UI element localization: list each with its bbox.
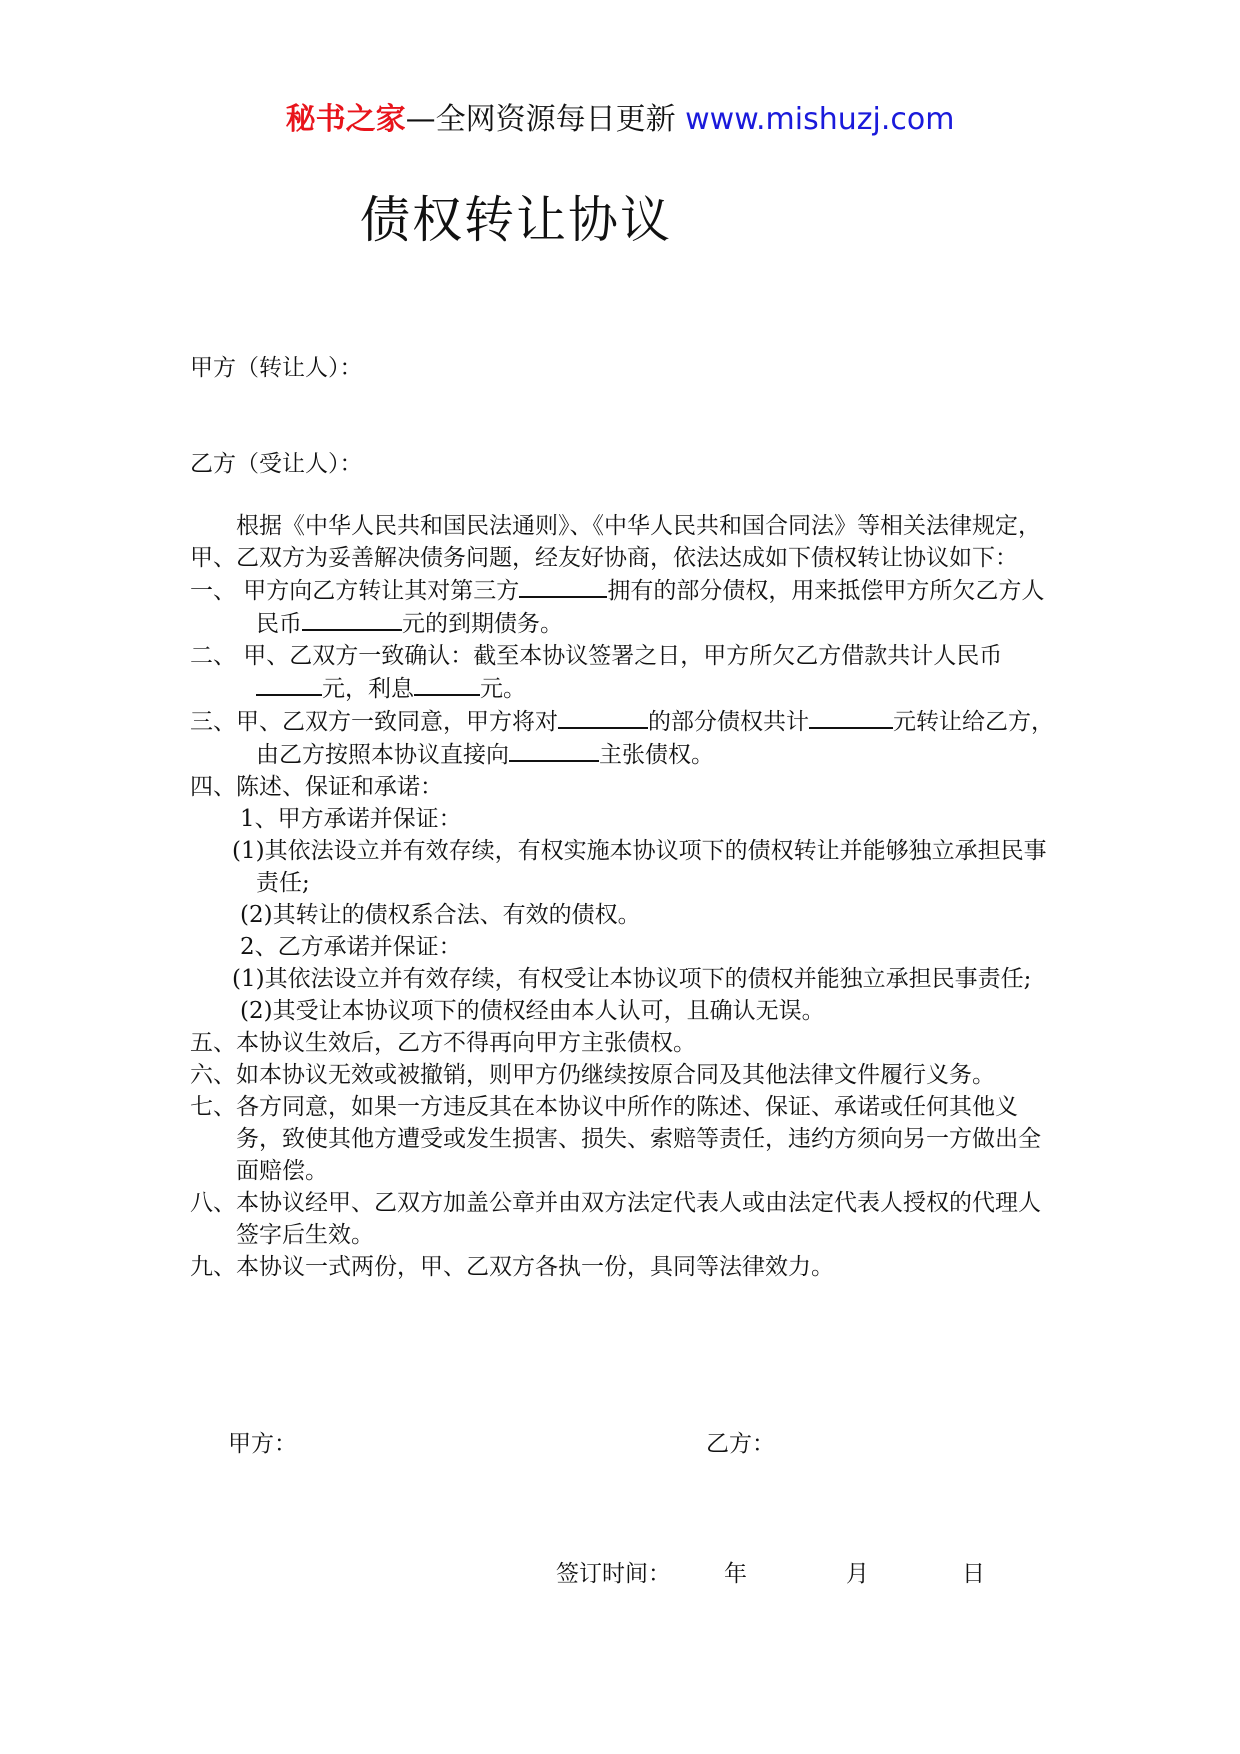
claim-target-blank[interactable] (509, 738, 599, 762)
clause-3 (190, 705, 1056, 771)
clause-1-marker: 一、 (190, 578, 236, 604)
clause-4-party-a-heading: 1、甲方承诺并保证： (240, 806, 462, 832)
clause-1-text-c: 元的到期债务。 (402, 611, 563, 637)
clause-7: 七、各方同意，如果一方违反其在本协议中所作的陈述、保证、承诺或任何其他义务，致使其他方遭受或发生损害、损失、索赔等责任，违约方须向另一方做出全面赔偿。 (190, 1094, 1041, 1184)
watermark-header (0, 100, 1240, 140)
transfer-amount-blank[interactable] (809, 705, 893, 729)
clause-4-party-b-heading: 2、乙方承诺并保证： (240, 934, 462, 960)
clause-4-party-b-item-1: (1)其依法设立并有效存续，有权受让本协议项下的债权并能独立承担民事责任; (232, 966, 1032, 992)
clause-2-marker: 二、 (190, 643, 236, 669)
clause-5: 五、本协议生效后，乙方不得再向甲方主张债权。 (190, 1030, 696, 1056)
clause-4-party-b-item-2: (2)其受让本协议项下的债权经由本人认可，且确认无误。 (240, 998, 825, 1024)
clause-2-text-c: 元。 (480, 676, 526, 702)
sign-date-year: 年 (724, 1561, 747, 1587)
clause-3-text-d: 主张债权。 (599, 742, 714, 768)
clause-8: 八、本协议经甲、乙双方加盖公章并由双方法定代表人或由法定代表人授权的代理人签字后生效。 (190, 1190, 1041, 1248)
document-title: 债权转让协议 (360, 191, 672, 249)
clause-3-text-c: 元转让给乙方，由乙方按照本协议直接向 (256, 709, 1054, 768)
brand-slogan: —全网资源每日更新 (405, 102, 686, 137)
third-party-blank[interactable] (519, 574, 607, 598)
clause-2-text-a: 甲、乙双方一致确认：截至本协议签署之日，甲方所欠乙方借款共计人民币 (236, 643, 1003, 669)
brand-url[interactable]: www.mishuzj.com (685, 102, 955, 137)
clause-9: 九、本协议一式两份，甲、乙双方各执一份，具同等法律效力。 (190, 1254, 834, 1280)
sign-date-label: 签订时间： (556, 1561, 671, 1587)
clause-1 (190, 574, 1056, 640)
clause-4-party-a-item-2: (2)其转让的债权系合法、有效的债权。 (240, 902, 641, 928)
interest-amount-blank[interactable] (414, 672, 480, 696)
clause-4-party-a-item-1: (1)其依法设立并有效存续，有权实施本协议项下的债权转让并能够独立承担民事责任; (232, 838, 1047, 896)
loan-amount-blank[interactable] (256, 672, 322, 696)
clause-3-text-b: 的部分债权共计 (648, 709, 809, 735)
debt-amount-blank[interactable] (302, 607, 402, 631)
clause-3-text-a: 甲、乙双方一致同意，甲方将对 (236, 709, 558, 735)
sign-date-day: 日 (962, 1561, 985, 1587)
sign-date-month: 月 (846, 1561, 869, 1587)
clause-3-marker: 三、 (190, 709, 236, 735)
party-b-line: 乙方（受让人）： (190, 451, 363, 477)
party-a-signature-label: 甲方： (228, 1431, 297, 1457)
party-b-signature-label: 乙方： (706, 1431, 775, 1457)
clause-6: 六、如本协议无效或被撤销，则甲方仍继续按原合同及其他法律文件履行义务。 (190, 1062, 995, 1088)
debtor-blank[interactable] (558, 705, 648, 729)
clause-1-text-b: 拥有的部分债权，用来抵偿甲方所欠乙方人民币 (256, 578, 1045, 637)
preamble: 根据《中华人民共和国民法通则》、《中华人民共和国合同法》等相关法律规定，甲、乙双方为妥善解决债务问题，经友好协商，依法达成如下债权转让协议如下： (190, 513, 1041, 571)
clause-4-heading: 四、陈述、保证和承诺： (190, 774, 443, 800)
agreement-body (190, 510, 1056, 1283)
clause-2 (190, 640, 1056, 705)
clause-1-text-a: 甲方向乙方转让其对第三方 (236, 578, 520, 604)
clause-2-text-b: 元，利息 (322, 676, 414, 702)
party-a-line: 甲方（转让人）： (190, 355, 363, 381)
brand-name: 秘书之家 (285, 102, 406, 137)
